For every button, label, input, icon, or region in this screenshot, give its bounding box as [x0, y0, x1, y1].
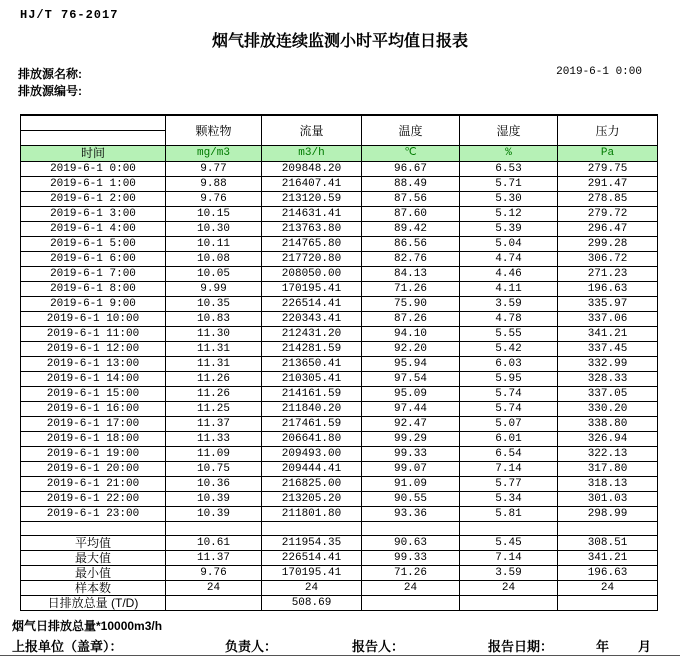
time-cell: 2019-6-1 4:00	[21, 222, 166, 237]
value-cell: 10.15	[166, 207, 262, 222]
value-cell: 338.80	[558, 417, 658, 432]
time-cell: 2019-6-1 12:00	[21, 342, 166, 357]
value-cell: 90.55	[362, 492, 460, 507]
report-date-label: 报告日期：	[488, 639, 554, 654]
hourly-data-row	[21, 282, 658, 297]
value-cell: 299.28	[558, 237, 658, 252]
summary-value-cell: 341.21	[558, 551, 658, 566]
summary-label-cell: 最小值	[21, 566, 166, 581]
value-cell: 4.46	[460, 267, 558, 282]
time-cell: 2019-6-1 1:00	[21, 177, 166, 192]
time-cell: 2019-6-1 11:00	[21, 327, 166, 342]
value-cell: 10.75	[166, 462, 262, 477]
time-cell: 2019-6-1 7:00	[21, 267, 166, 282]
value-cell: 5.95	[460, 372, 558, 387]
summary-value-cell: 10.61	[166, 536, 262, 551]
summary-value-cell: 5.45	[460, 536, 558, 551]
value-cell: 4.74	[460, 252, 558, 267]
time-cell: 2019-6-1 16:00	[21, 402, 166, 417]
value-cell: 5.34	[460, 492, 558, 507]
value-cell: 11.25	[166, 402, 262, 417]
value-cell: 5.12	[460, 207, 558, 222]
summary-value-cell: 9.76	[166, 566, 262, 581]
value-cell: 337.06	[558, 312, 658, 327]
hourly-data-row	[21, 417, 658, 432]
value-cell: 210305.41	[262, 372, 362, 387]
value-cell: 214765.80	[262, 237, 362, 252]
value-cell: 341.21	[558, 327, 658, 342]
monitoring-data-table	[20, 114, 658, 611]
time-cell: 2019-6-1 18:00	[21, 432, 166, 447]
column-header-flow: 流量	[262, 115, 362, 146]
unit-temperature: ℃	[362, 146, 460, 162]
hourly-data-row	[21, 387, 658, 402]
unit-flow: m3/h	[262, 146, 362, 162]
value-cell: 11.31	[166, 357, 262, 372]
value-cell: 9.99	[166, 282, 262, 297]
value-cell: 11.33	[166, 432, 262, 447]
summary-value-cell: 99.33	[362, 551, 460, 566]
value-cell: 10.39	[166, 492, 262, 507]
value-cell: 5.55	[460, 327, 558, 342]
value-cell: 91.09	[362, 477, 460, 492]
value-cell: 211801.80	[262, 507, 362, 522]
summary-row	[21, 581, 658, 596]
report-unit-label: 上报单位（盖章）：	[12, 639, 123, 654]
time-cell: 2019-6-1 21:00	[21, 477, 166, 492]
summary-value-cell: 170195.41	[262, 566, 362, 581]
summary-section	[21, 522, 658, 611]
hourly-data-row	[21, 507, 658, 522]
responsible-person-label: 负责人：	[225, 639, 278, 654]
value-cell: 298.99	[558, 507, 658, 522]
time-cell: 2019-6-1 20:00	[21, 462, 166, 477]
hourly-data-row	[21, 222, 658, 237]
hourly-data-row	[21, 267, 658, 282]
hourly-data-row	[21, 237, 658, 252]
value-cell: 96.67	[362, 162, 460, 177]
value-cell: 75.90	[362, 297, 460, 312]
summary-label-cell: 日排放总量 (T/D)	[21, 596, 166, 611]
value-cell: 5.74	[460, 402, 558, 417]
hourly-data-row	[21, 462, 658, 477]
time-cell: 2019-6-1 0:00	[21, 162, 166, 177]
value-cell: 328.33	[558, 372, 658, 387]
page-bottom-rule	[0, 655, 680, 656]
summary-value-cell	[460, 596, 558, 611]
value-cell: 6.01	[460, 432, 558, 447]
time-column-header: 时间	[21, 146, 166, 162]
report-datetime: 2019-6-1 0:00	[556, 66, 642, 78]
month-label: 月	[638, 639, 652, 654]
source-name-label: 排放源名称:	[18, 67, 82, 81]
time-cell: 2019-6-1 13:00	[21, 357, 166, 372]
value-cell: 6.03	[460, 357, 558, 372]
time-cell: 2019-6-1 23:00	[21, 507, 166, 522]
hourly-data-row	[21, 357, 658, 372]
hourly-data-row	[21, 372, 658, 387]
value-cell: 209848.20	[262, 162, 362, 177]
value-cell: 296.47	[558, 222, 658, 237]
time-cell: 2019-6-1 8:00	[21, 282, 166, 297]
time-cell: 2019-6-1 5:00	[21, 237, 166, 252]
hourly-data-row	[21, 312, 658, 327]
value-cell: 99.29	[362, 432, 460, 447]
unit-pressure: Pa	[558, 146, 658, 162]
value-cell: 10.39	[166, 507, 262, 522]
value-cell: 5.30	[460, 192, 558, 207]
value-cell: 6.54	[460, 447, 558, 462]
value-cell: 279.75	[558, 162, 658, 177]
value-cell: 9.77	[166, 162, 262, 177]
time-cell: 2019-6-1 2:00	[21, 192, 166, 207]
value-cell: 212431.20	[262, 327, 362, 342]
summary-value-cell: 3.59	[460, 566, 558, 581]
summary-value-cell	[362, 596, 460, 611]
table-header-row-1	[21, 115, 658, 131]
value-cell: 9.88	[166, 177, 262, 192]
hourly-data-row	[21, 192, 658, 207]
value-cell: 10.83	[166, 312, 262, 327]
summary-label-cell: 最大值	[21, 551, 166, 566]
value-cell: 5.42	[460, 342, 558, 357]
value-cell: 301.03	[558, 492, 658, 507]
value-cell: 213205.20	[262, 492, 362, 507]
value-cell: 95.09	[362, 387, 460, 402]
time-cell: 2019-6-1 9:00	[21, 297, 166, 312]
value-cell: 99.33	[362, 447, 460, 462]
summary-value-cell: 7.14	[460, 551, 558, 566]
value-cell: 5.71	[460, 177, 558, 192]
hourly-data-row	[21, 477, 658, 492]
source-id-label: 排放源编号:	[18, 84, 82, 98]
value-cell: 330.20	[558, 402, 658, 417]
flow-unit-note: 烟气日排放总量*10000m3/h	[12, 619, 163, 633]
summary-label-cell: 样本数	[21, 581, 166, 596]
value-cell: 170195.41	[262, 282, 362, 297]
value-cell: 196.63	[558, 282, 658, 297]
hourly-data-row	[21, 207, 658, 222]
value-cell: 11.30	[166, 327, 262, 342]
value-cell: 11.37	[166, 417, 262, 432]
value-cell: 87.26	[362, 312, 460, 327]
hourly-data-row	[21, 162, 658, 177]
doc-standard-code: HJ/T 76-2017	[20, 8, 119, 22]
value-cell: 226514.41	[262, 297, 362, 312]
value-cell: 92.47	[362, 417, 460, 432]
hourly-data-row	[21, 447, 658, 462]
value-cell: 326.94	[558, 432, 658, 447]
time-cell: 2019-6-1 6:00	[21, 252, 166, 267]
value-cell: 10.36	[166, 477, 262, 492]
value-cell: 7.14	[460, 462, 558, 477]
value-cell: 87.60	[362, 207, 460, 222]
value-cell: 337.45	[558, 342, 658, 357]
column-header-particulate: 颗粒物	[166, 115, 262, 146]
summary-row	[21, 566, 658, 581]
value-cell: 332.99	[558, 357, 658, 372]
value-cell: 10.30	[166, 222, 262, 237]
value-cell: 94.10	[362, 327, 460, 342]
value-cell: 279.72	[558, 207, 658, 222]
value-cell: 5.04	[460, 237, 558, 252]
summary-value-cell: 226514.41	[262, 551, 362, 566]
value-cell: 291.47	[558, 177, 658, 192]
value-cell: 11.09	[166, 447, 262, 462]
value-cell: 211840.20	[262, 402, 362, 417]
value-cell: 11.26	[166, 387, 262, 402]
unit-humidity: %	[460, 146, 558, 162]
column-header-humidity: 湿度	[460, 115, 558, 146]
time-cell: 2019-6-1 15:00	[21, 387, 166, 402]
value-cell: 213650.41	[262, 357, 362, 372]
value-cell: 213763.80	[262, 222, 362, 237]
value-cell: 213120.59	[262, 192, 362, 207]
table-unit-row	[21, 146, 658, 162]
summary-value-cell: 24	[460, 581, 558, 596]
summary-value-cell: 24	[262, 581, 362, 596]
summary-value-cell: 196.63	[558, 566, 658, 581]
value-cell: 97.44	[362, 402, 460, 417]
time-cell: 2019-6-1 10:00	[21, 312, 166, 327]
value-cell: 99.07	[362, 462, 460, 477]
time-cell: 2019-6-1 19:00	[21, 447, 166, 462]
value-cell: 322.13	[558, 447, 658, 462]
value-cell: 5.07	[460, 417, 558, 432]
column-header-pressure: 压力	[558, 115, 658, 146]
time-cell: 2019-6-1 22:00	[21, 492, 166, 507]
value-cell: 10.08	[166, 252, 262, 267]
value-cell: 86.56	[362, 237, 460, 252]
summary-value-cell	[558, 596, 658, 611]
value-cell: 88.49	[362, 177, 460, 192]
year-label: 年	[596, 639, 610, 654]
summary-row	[21, 551, 658, 566]
value-cell: 5.39	[460, 222, 558, 237]
summary-value-cell: 11.37	[166, 551, 262, 566]
summary-value-cell: 71.26	[362, 566, 460, 581]
summary-row	[21, 596, 658, 611]
hourly-data-row	[21, 327, 658, 342]
header-blank-cell-top	[21, 115, 166, 131]
value-cell: 271.23	[558, 267, 658, 282]
value-cell: 5.74	[460, 387, 558, 402]
reporter-label: 报告人：	[352, 639, 405, 654]
value-cell: 89.42	[362, 222, 460, 237]
summary-value-cell	[166, 596, 262, 611]
value-cell: 208050.00	[262, 267, 362, 282]
summary-value-cell: 90.63	[362, 536, 460, 551]
hourly-data-row	[21, 432, 658, 447]
summary-value-cell: 24	[166, 581, 262, 596]
value-cell: 92.20	[362, 342, 460, 357]
page-title: 烟气排放连续监测小时平均值日报表	[211, 33, 468, 50]
hourly-data-row	[21, 252, 658, 267]
value-cell: 217720.80	[262, 252, 362, 267]
spacer-row	[21, 522, 658, 536]
value-cell: 317.80	[558, 462, 658, 477]
value-cell: 220343.41	[262, 312, 362, 327]
value-cell: 216825.00	[262, 477, 362, 492]
summary-value-cell: 508.69	[262, 596, 362, 611]
value-cell: 318.13	[558, 477, 658, 492]
value-cell: 3.59	[460, 297, 558, 312]
hourly-data-row	[21, 177, 658, 192]
value-cell: 209493.00	[262, 447, 362, 462]
value-cell: 71.26	[362, 282, 460, 297]
value-cell: 5.77	[460, 477, 558, 492]
summary-value-cell: 24	[362, 581, 460, 596]
unit-particulate: mg/m3	[166, 146, 262, 162]
hourly-data-row	[21, 492, 658, 507]
value-cell: 10.05	[166, 267, 262, 282]
value-cell: 214631.41	[262, 207, 362, 222]
value-cell: 9.76	[166, 192, 262, 207]
value-cell: 5.81	[460, 507, 558, 522]
time-cell: 2019-6-1 3:00	[21, 207, 166, 222]
value-cell: 10.11	[166, 237, 262, 252]
value-cell: 93.36	[362, 507, 460, 522]
value-cell: 4.11	[460, 282, 558, 297]
data-rows	[21, 162, 658, 522]
value-cell: 206641.80	[262, 432, 362, 447]
value-cell: 278.85	[558, 192, 658, 207]
hourly-data-row	[21, 297, 658, 312]
column-header-temperature: 温度	[362, 115, 460, 146]
value-cell: 82.76	[362, 252, 460, 267]
hourly-data-row	[21, 402, 658, 417]
value-cell: 214161.59	[262, 387, 362, 402]
summary-row	[21, 536, 658, 551]
value-cell: 216407.41	[262, 177, 362, 192]
value-cell: 97.54	[362, 372, 460, 387]
value-cell: 11.31	[166, 342, 262, 357]
value-cell: 214281.59	[262, 342, 362, 357]
value-cell: 335.97	[558, 297, 658, 312]
value-cell: 87.56	[362, 192, 460, 207]
value-cell: 6.53	[460, 162, 558, 177]
time-cell: 2019-6-1 17:00	[21, 417, 166, 432]
value-cell: 337.05	[558, 387, 658, 402]
time-cell: 2019-6-1 14:00	[21, 372, 166, 387]
value-cell: 10.35	[166, 297, 262, 312]
header-blank-cell-bottom	[21, 131, 166, 146]
value-cell: 306.72	[558, 252, 658, 267]
value-cell: 4.78	[460, 312, 558, 327]
value-cell: 209444.41	[262, 462, 362, 477]
summary-value-cell: 24	[558, 581, 658, 596]
value-cell: 84.13	[362, 267, 460, 282]
value-cell: 11.26	[166, 372, 262, 387]
value-cell: 217461.59	[262, 417, 362, 432]
summary-label-cell: 平均值	[21, 536, 166, 551]
summary-value-cell: 308.51	[558, 536, 658, 551]
hourly-data-row	[21, 342, 658, 357]
value-cell: 95.94	[362, 357, 460, 372]
summary-value-cell: 211954.35	[262, 536, 362, 551]
